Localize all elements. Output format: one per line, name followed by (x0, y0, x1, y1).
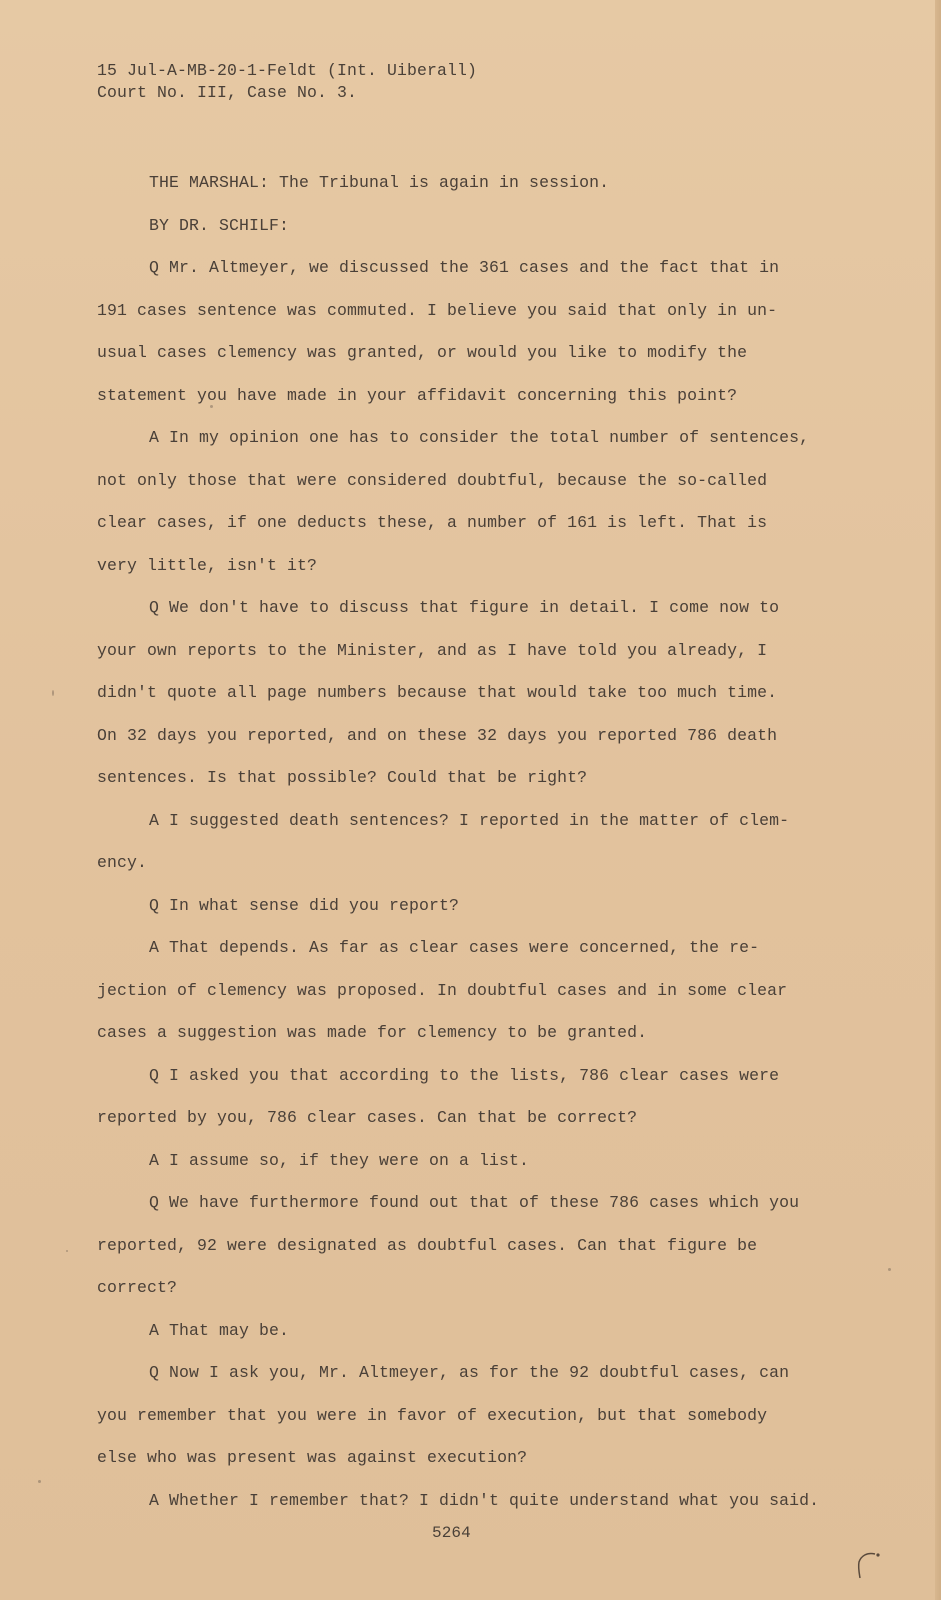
transcript-paragraph (97, 800, 857, 885)
document-header (97, 60, 477, 104)
transcript-paragraph (97, 1310, 857, 1353)
transcript-paragraph (97, 1140, 857, 1183)
transcript-line: A Whether I remember that? I didn't quite understand what you said. (149, 1490, 820, 1510)
transcript-line: very little, isn't it? (97, 555, 318, 575)
header-line-1: 15 Jul-A-MB-20-1-Feldt (Int. Uiberall) (97, 61, 478, 80)
transcript-line: 191 cases sentence was commuted. I believe you said that only in un- (97, 300, 778, 320)
transcript-line: ency. (97, 853, 148, 872)
transcript-line: reported, 92 were designated as doubtful cases. Can that figure be (97, 1235, 758, 1255)
transcript-line: Q In what sense did you report? (149, 895, 460, 915)
paper-speck (52, 690, 54, 696)
pencil-mark-icon (851, 1548, 881, 1582)
transcript-line: you remember that you were in favor of execution, but that somebody (97, 1405, 768, 1425)
header-line-2: Court No. III, Case No. 3. (97, 83, 358, 102)
transcript-paragraph (97, 927, 857, 1055)
transcript-line: clear cases, if one deducts these, a number of 161 is left. That is (97, 513, 768, 532)
transcript-line: statement you have made in your affidavit concerning this point? (97, 385, 738, 405)
transcript-line: usual cases clemency was granted, or would you like to modify the (97, 343, 748, 362)
transcript-line: A I suggested death sentences? I reported in the matter of clem- (149, 810, 790, 830)
page-edge (935, 0, 941, 1600)
transcript-paragraph (97, 587, 857, 800)
transcript-paragraph (97, 1055, 857, 1140)
transcript-paragraph (97, 885, 857, 928)
transcript-paragraph (97, 205, 857, 248)
transcript-paragraph (97, 162, 857, 205)
transcript-line: A That depends. As far as clear cases were concerned, the re- (149, 938, 760, 957)
paper-speck (888, 1268, 891, 1271)
transcript-line: jection of clemency was proposed. In doubtful cases and in some clear (97, 980, 788, 1000)
transcript-line: didn't quote all page numbers because that would take too much time. (97, 683, 778, 702)
transcript-paragraph (97, 1480, 857, 1523)
transcript-line: Q We have furthermore found out that of these 786 cases which you (149, 1193, 800, 1212)
transcript-line: Q We don't have to discuss that figure in detail. I come now to (149, 598, 780, 617)
transcript-line: A I assume so, if they were on a list. (149, 1150, 530, 1170)
transcript-line: else who was present was against execution? (97, 1448, 528, 1467)
paper-speck (38, 1480, 41, 1483)
transcript-paragraph (97, 1352, 857, 1480)
transcript-body (97, 162, 857, 1522)
transcript-line: BY DR. SCHILF: (149, 215, 290, 235)
transcript-line: Q Now I ask you, Mr. Altmeyer, as for the 92 doubtful cases, can (149, 1363, 790, 1382)
paper-speck (66, 1250, 68, 1252)
transcript-line: Q I asked you that according to the lists, 786 clear cases were (149, 1065, 780, 1085)
transcript-line: On 32 days you reported, and on these 32 days you reported 786 death (97, 725, 778, 745)
page-number: 5264 (432, 1524, 471, 1542)
transcript-line: THE MARSHAL: The Tribunal is again in session. (149, 173, 610, 192)
transcript-line: cases a suggestion was made for clemency to be granted. (97, 1023, 648, 1042)
transcript-line: your own reports to the Minister, and as I have told you already, I (97, 640, 768, 660)
transcript-line: A In my opinion one has to consider the total number of sentences, (149, 428, 810, 447)
transcript-line: reported by you, 786 clear cases. Can that be correct? (97, 1108, 638, 1127)
transcript-line: A That may be. (149, 1320, 290, 1340)
paper-speck (210, 405, 213, 408)
transcript-paragraph (97, 1182, 857, 1310)
transcript-paragraph (97, 417, 857, 587)
transcript-line: sentences. Is that possible? Could that be right? (97, 768, 588, 787)
transcript-line: Q Mr. Altmeyer, we discussed the 361 cases and the fact that in (149, 258, 780, 277)
transcript-paragraph (97, 247, 857, 417)
transcript-line: correct? (97, 1278, 178, 1297)
transcript-line: not only those that were considered doubtful, because the so-called (97, 470, 768, 490)
